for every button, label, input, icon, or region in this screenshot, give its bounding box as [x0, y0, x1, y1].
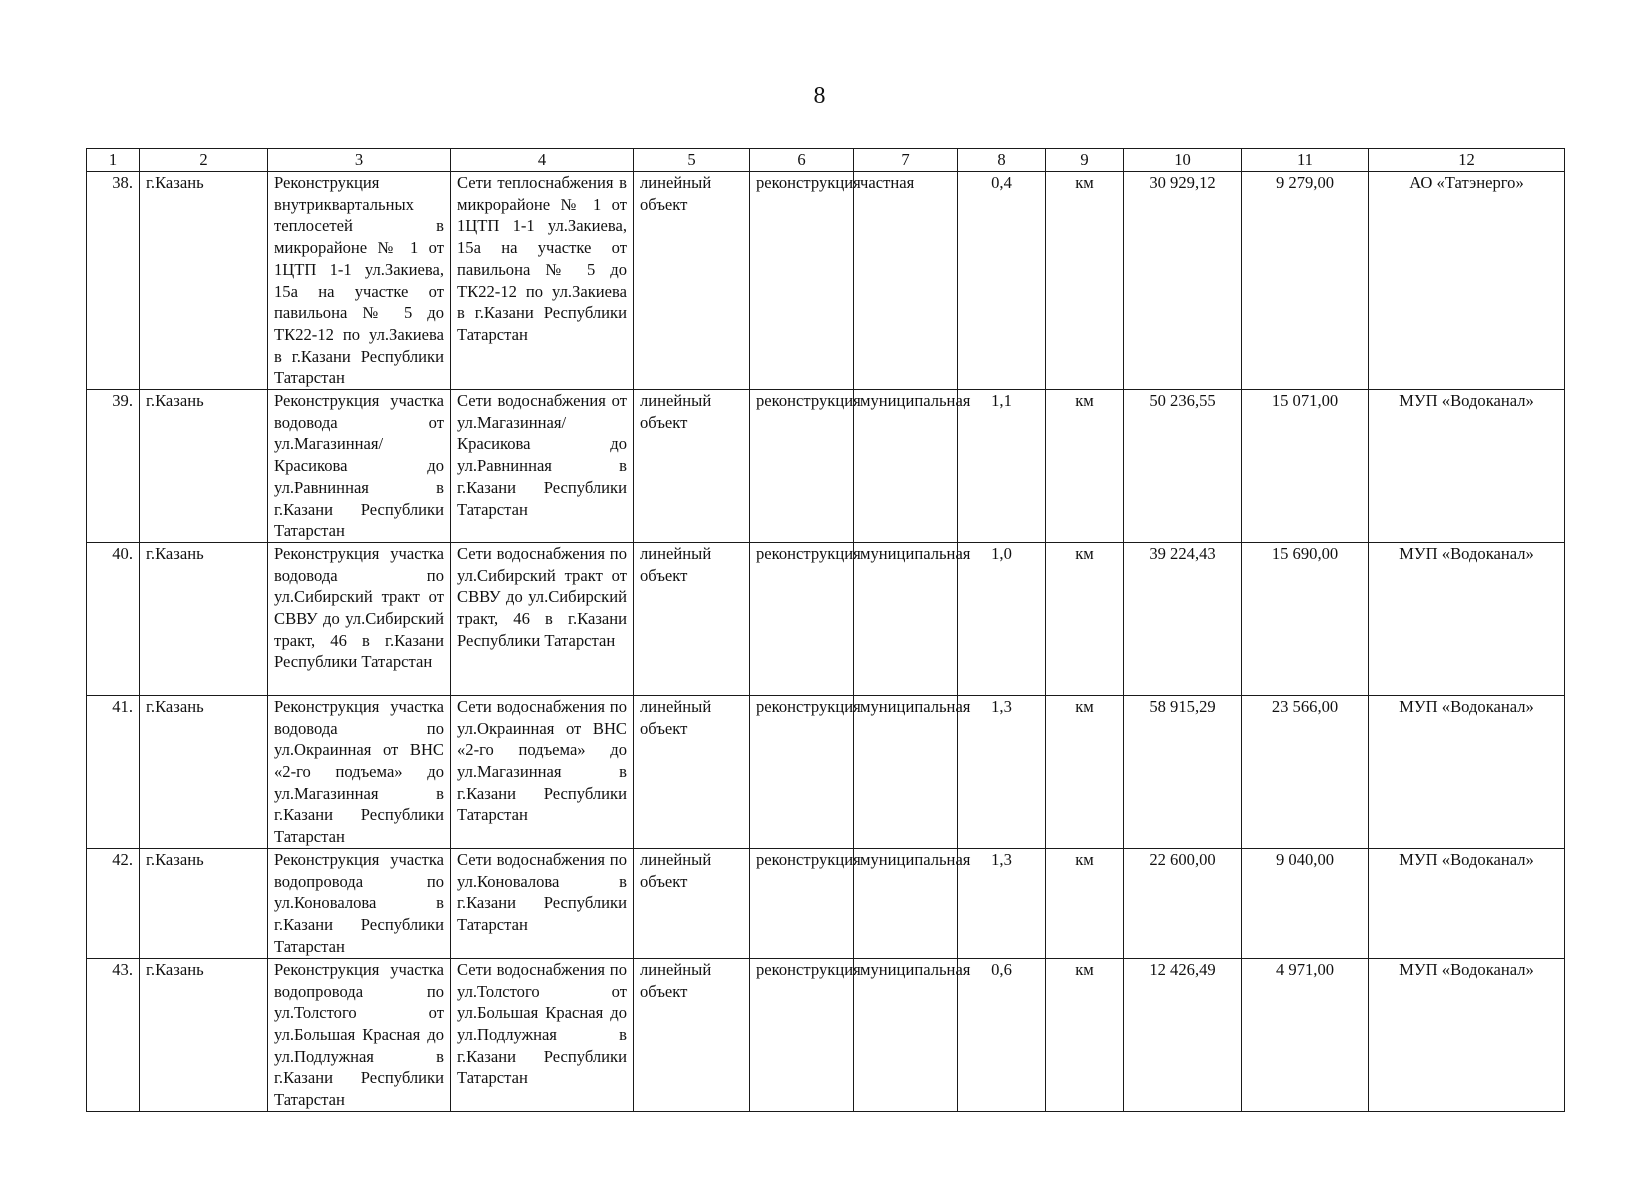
- funding-cell: 9 040,00: [1242, 848, 1369, 958]
- object-type-cell: линейный объект: [634, 172, 750, 390]
- organization-cell: МУП «Водоканал»: [1369, 958, 1565, 1111]
- funding-cell: 4 971,00: [1242, 958, 1369, 1111]
- work-type-cell: реконструкция: [750, 695, 854, 848]
- ownership-cell: муниципальная: [854, 695, 958, 848]
- unit-cell: км: [1046, 542, 1124, 695]
- project-description-cell: Реконструкция внутриквартальных теплосетей в микрорайоне № 1 от 1ЦТП 1-1 ул.Закиева, 15а на участке от павильона № 5 до ТК22-12 по ул.Закиева в г.Казани Республики Татарстан: [268, 172, 451, 390]
- project-description-cell: Реконструкция участка водовода от ул.Магазинная/Красикова до ул.Равнинная в г.Казани Республики Татарстан: [268, 390, 451, 543]
- city-cell: г.Казань: [140, 172, 268, 390]
- unit-cell: км: [1046, 848, 1124, 958]
- column-header-3: 3: [268, 149, 451, 172]
- work-type-cell: реконструкция: [750, 542, 854, 695]
- ownership-cell: частная: [854, 172, 958, 390]
- object-type-cell: линейный объект: [634, 695, 750, 848]
- network-cell: Сети водоснабжения по ул.Окраинная от ВНС «2-го подъема» до ул.Магазинная в г.Казани Республики Татарстан: [451, 695, 634, 848]
- table-row: [87, 172, 1565, 390]
- cost-cell: 58 915,29: [1124, 695, 1242, 848]
- table-row: [87, 542, 1565, 695]
- row-number: 40.: [87, 542, 140, 695]
- cost-cell: 39 224,43: [1124, 542, 1242, 695]
- column-header-10: 10: [1124, 149, 1242, 172]
- ownership-cell: муниципальная: [854, 848, 958, 958]
- city-cell: г.Казань: [140, 695, 268, 848]
- column-header-5: 5: [634, 149, 750, 172]
- column-header-7: 7: [854, 149, 958, 172]
- investment-table: [86, 148, 1565, 1112]
- funding-cell: 15 071,00: [1242, 390, 1369, 543]
- city-cell: г.Казань: [140, 542, 268, 695]
- page-number: 8: [813, 83, 826, 109]
- funding-cell: 9 279,00: [1242, 172, 1369, 390]
- organization-cell: МУП «Водоканал»: [1369, 695, 1565, 848]
- network-cell: Сети водоснабжения по ул.Толстого от ул.Большая Красная до ул.Подлужная в г.Казани Республики Татарстан: [451, 958, 634, 1111]
- row-number: 38.: [87, 172, 140, 390]
- table-row: [87, 958, 1565, 1111]
- column-header-11: 11: [1242, 149, 1369, 172]
- row-number: 42.: [87, 848, 140, 958]
- column-header-12: 12: [1369, 149, 1565, 172]
- object-type-cell: линейный объект: [634, 848, 750, 958]
- row-number: 39.: [87, 390, 140, 543]
- object-type-cell: линейный объект: [634, 390, 750, 543]
- column-header-8: 8: [958, 149, 1046, 172]
- table-row: [87, 695, 1565, 848]
- organization-cell: МУП «Водоканал»: [1369, 542, 1565, 695]
- unit-cell: км: [1046, 172, 1124, 390]
- city-cell: г.Казань: [140, 848, 268, 958]
- city-cell: г.Казань: [140, 958, 268, 1111]
- project-description-cell: Реконструкция участка водовода по ул.Окраинная от ВНС «2-го подъема» до ул.Магазинная в г.Казани Республики Татарстан: [268, 695, 451, 848]
- network-cell: Сети теплоснабжения в микрорайоне № 1 от 1ЦТП 1-1 ул.Закиева, 15а на участке от павильона № 5 до ТК22-12 по ул.Закиева в г.Казани Республики Татарстан: [451, 172, 634, 390]
- volume-cell: 1,3: [958, 848, 1046, 958]
- organization-cell: МУП «Водоканал»: [1369, 848, 1565, 958]
- cost-cell: 12 426,49: [1124, 958, 1242, 1111]
- unit-cell: км: [1046, 695, 1124, 848]
- funding-cell: 23 566,00: [1242, 695, 1369, 848]
- network-cell: Сети водоснабжения по ул.Сибирский тракт от СВВУ до ул.Сибирский тракт, 46 в г.Казани Республики Татарстан: [451, 542, 634, 695]
- organization-cell: МУП «Водоканал»: [1369, 390, 1565, 543]
- volume-cell: 1,0: [958, 542, 1046, 695]
- work-type-cell: реконструкция: [750, 390, 854, 543]
- column-header-9: 9: [1046, 149, 1124, 172]
- cost-cell: 30 929,12: [1124, 172, 1242, 390]
- work-type-cell: реконструкция: [750, 958, 854, 1111]
- volume-cell: 1,1: [958, 390, 1046, 543]
- object-type-cell: линейный объект: [634, 958, 750, 1111]
- cost-cell: 22 600,00: [1124, 848, 1242, 958]
- unit-cell: км: [1046, 390, 1124, 543]
- column-header-2: 2: [140, 149, 268, 172]
- column-header-6: 6: [750, 149, 854, 172]
- organization-cell: АО «Татэнерго»: [1369, 172, 1565, 390]
- ownership-cell: муниципальная: [854, 390, 958, 543]
- object-type-cell: линейный объект: [634, 542, 750, 695]
- volume-cell: 0,4: [958, 172, 1046, 390]
- network-cell: Сети водоснабжения от ул.Магазинная/ Красикова до ул.Равнинная в г.Казани Республики Татарстан: [451, 390, 634, 543]
- city-cell: г.Казань: [140, 390, 268, 543]
- funding-cell: 15 690,00: [1242, 542, 1369, 695]
- column-header-1: 1: [87, 149, 140, 172]
- work-type-cell: реконструкция: [750, 172, 854, 390]
- project-description-cell: Реконструкция участка водопровода по ул.Толстого от ул.Большая Красная до ул.Подлужная в г.Казани Республики Татарстан: [268, 958, 451, 1111]
- row-number: 43.: [87, 958, 140, 1111]
- header-row: [87, 149, 1565, 172]
- volume-cell: 0,6: [958, 958, 1046, 1111]
- unit-cell: км: [1046, 958, 1124, 1111]
- work-type-cell: реконструкция: [750, 848, 854, 958]
- project-description-cell: Реконструкция участка водопровода по ул.Коновалова в г.Казани Республики Татарстан: [268, 848, 451, 958]
- ownership-cell: муниципальная: [854, 542, 958, 695]
- project-description-cell: Реконструкция участка водовода по ул.Сибирский тракт от СВВУ до ул.Сибирский тракт, 46 в г.Казани Республики Татарстан: [268, 542, 451, 695]
- table-row: [87, 390, 1565, 543]
- network-cell: Сети водоснабжения по ул.Коновалова в г.Казани Республики Татарстан: [451, 848, 634, 958]
- ownership-cell: муниципальная: [854, 958, 958, 1111]
- volume-cell: 1,3: [958, 695, 1046, 848]
- cost-cell: 50 236,55: [1124, 390, 1242, 543]
- column-header-4: 4: [451, 149, 634, 172]
- row-number: 41.: [87, 695, 140, 848]
- table-row: [87, 848, 1565, 958]
